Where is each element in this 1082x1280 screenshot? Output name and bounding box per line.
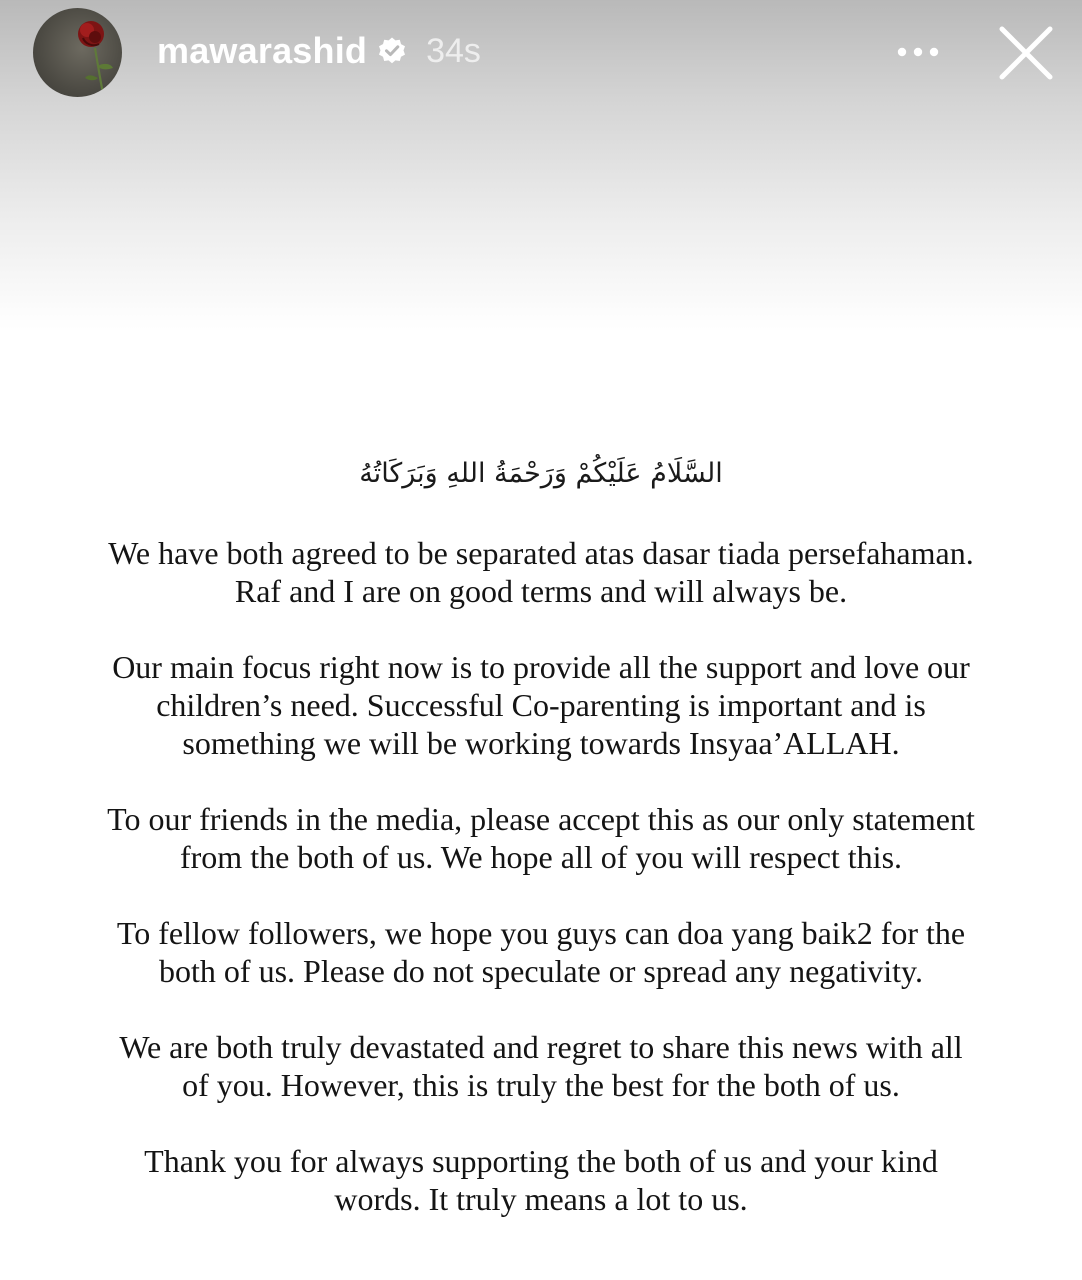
username-link[interactable]: mawarashid [157,30,368,71]
close-button[interactable] [994,21,1058,85]
statement-paragraph: Our main focus right now is to provide all the support and love our children’s need. Successful Co-parenting is important and is something we will be working towards Insyaa’ALLAH. [112,649,970,761]
arabic-greeting: السَّلَامُ عَلَيْكُمْ وَرَحْمَةُ اللهِ وَبَرَكَاتُهُ [359,458,723,489]
statement-paragraph: We are both truly devastated and regret to share this news with all of you. However, this is truly the best for the both of us. [119,1029,963,1103]
story-time-ago: 34s [426,31,481,70]
rose-photo-icon [33,8,122,97]
username-row [157,28,481,74]
more-options-button[interactable] [888,30,948,74]
profile-avatar[interactable] [33,8,122,97]
more-horizontal-icon [896,47,940,57]
verified-badge-icon [377,36,407,66]
statement-paragraph: To our friends in the media, please accept this as our only statement from the both of us. We hope all of you will respect this. [107,801,975,875]
statement-paragraph: Thank you for always supporting the both of us and your kind words. It truly means a lot to us. [144,1143,938,1217]
story-header [0,0,1082,110]
statement-content [0,452,1082,1218]
statement-paragraph: We have both agreed to be separated atas dasar tiada persefahaman. Raf and I are on good terms and will always be. [108,535,974,609]
close-icon [994,21,1058,85]
statement-paragraph: To fellow followers, we hope you guys can doa yang baik2 for the both of us. Please do not speculate or spread any negativity. [116,915,966,989]
